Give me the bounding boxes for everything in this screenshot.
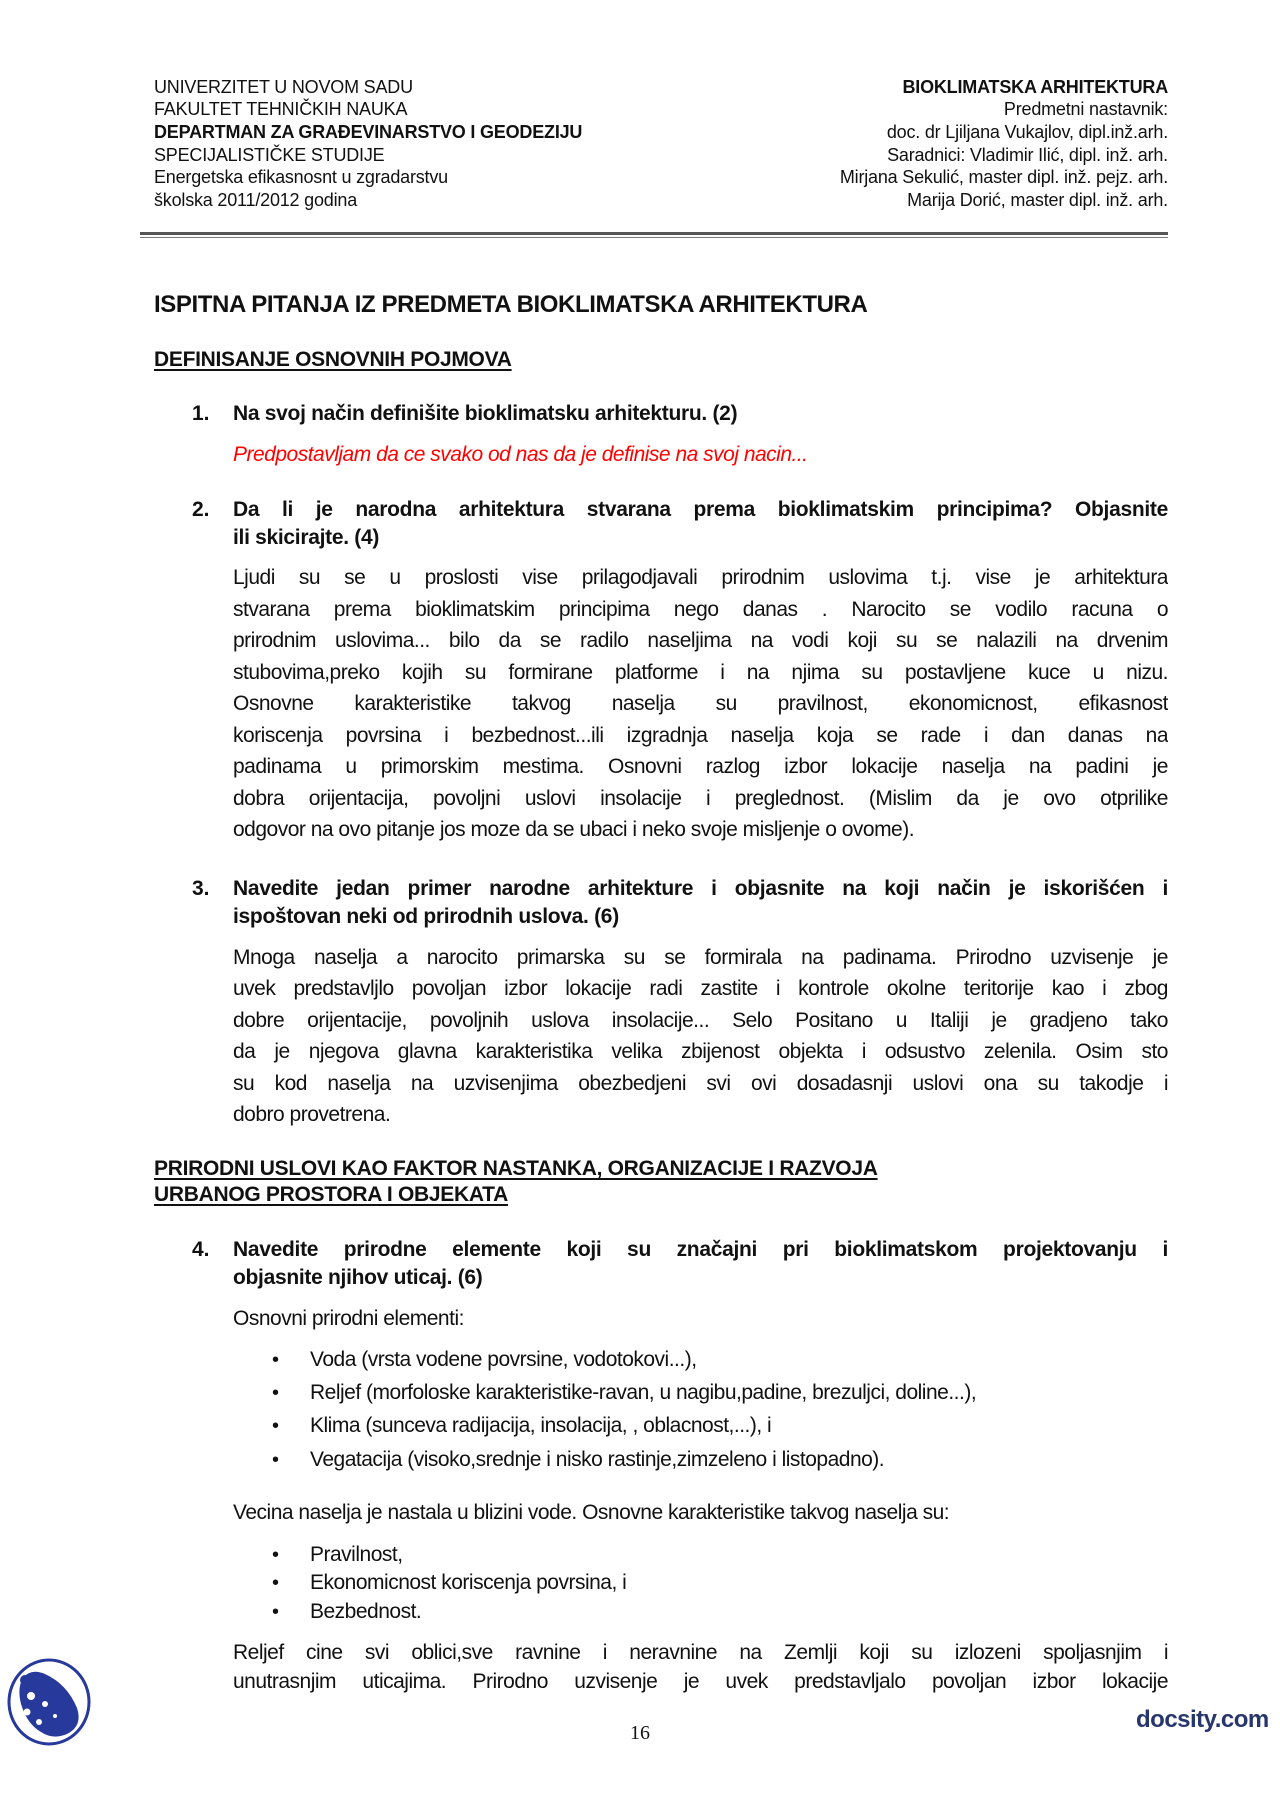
list-item: Bezbednost. <box>310 1600 422 1623</box>
faculty-name: FAKULTET TEHNIČKIH NAUKA <box>154 99 408 119</box>
question-2-line: ili skicirajte. (4) <box>233 526 380 549</box>
university-name: UNIVERZITET U NOVOM SADU <box>154 77 413 97</box>
teacher-name: doc. dr Ljiljana Vukajlov, dipl.inž.arh. <box>886 122 1168 142</box>
bullet-icon: • <box>272 1449 280 1471</box>
study-program: Energetska efikasnosnt u zgradarstvu <box>154 167 448 187</box>
bullet-icon: • <box>272 1415 280 1437</box>
list-item: Ekonomicnost koriscenja povrsina, i <box>310 1571 627 1594</box>
answer-2-line: padinama u primorskim mestima. Osnovni razlog izbor lokacije naselja na padini je <box>233 755 1168 778</box>
page-number: 16 <box>630 1722 650 1744</box>
question-number: 4. <box>192 1238 210 1261</box>
answer-4-para-line: unutrasnjim uticajima. Prirodno uzvisenje je uvek predstavljalo povoljan izbor lokacije <box>233 1670 1168 1693</box>
section-heading-2: URBANOG PROSTORA I OBJEKATA <box>154 1183 508 1206</box>
header-divider <box>140 232 1168 235</box>
question-number: 3. <box>192 877 210 900</box>
list-item: Vegatacija (visoko,srednje i nisko rastinje,zimzeleno i listopadno). <box>310 1448 885 1471</box>
question-number: 1. <box>192 402 210 425</box>
question-4-line: Navedite prirodne elemente koji su značajni pri bioklimatskom projektovanju i <box>233 1238 1168 1261</box>
answer-2-line: koriscenja povrsina i bezbednost...ili izgradnja naselja koja se rade i dan danas na <box>233 724 1168 747</box>
answer-2-line: Osnovne karakteristike takvog naselja su pravilnost, ekonomicnost, efikasnost <box>233 692 1168 715</box>
header-divider-thin <box>140 237 1168 238</box>
assistant-3: Marija Dorić, master dipl. inž. arh. <box>907 190 1168 210</box>
answer-3-line: uvek predstavljlo povoljan izbor lokacije radi zastite i kontrole okolne teritorije kao i zbog <box>233 977 1168 1000</box>
question-3-line: ispoštovan neki od prirodnih uslova. (6) <box>233 905 619 928</box>
answer-3-line: da je njegova glavna karakteristika velika zbijenost objekta i odsustvo zelenila. Osim sto <box>233 1040 1168 1063</box>
school-year: školska 2011/2012 godina <box>154 190 358 210</box>
assistant-2: Mirjana Sekulić, master dipl. inž. pejz. arh. <box>839 167 1168 187</box>
question-1: Na svoj način definišite bioklimatsku arhitekturu. (2) <box>233 402 738 425</box>
answer-2-line: dobra orijentacija, povoljni uslovi insolacije i preglednost. (Mislim da je ovo otprilike <box>233 787 1168 810</box>
answer-4-intro: Osnovni prirodni elementi: <box>233 1307 464 1330</box>
answer-1: Predpostavljam da ce svako od nas da je definise na svoj nacin... <box>233 443 808 466</box>
study-type: SPECIJALISTIČKE STUDIJE <box>154 145 385 165</box>
question-2-line: Da li je narodna arhitektura stvarana prema bioklimatskim principima? Objasnite <box>233 498 1168 521</box>
teacher-label: Predmetni nastavnik: <box>1003 99 1168 119</box>
answer-2-line: Ljudi su se u proslosti vise prilagodjavali prirodnim uslovima t.j. vise je arhitektura <box>233 566 1168 589</box>
answer-2-line: stvarana prema bioklimatskim principima nego danas . Narocito se vodilo racuna o <box>233 598 1168 621</box>
answer-4-intro-2: Vecina naselja je nastala u blizini vode. Osnovne karakteristike takvog naselja su: <box>233 1501 950 1524</box>
list-item: Klima (sunceva radijacija, insolacija, , oblacnost,...), i <box>310 1414 772 1437</box>
bullet-icon: • <box>272 1601 280 1623</box>
bullet-icon: • <box>272 1382 280 1404</box>
list-item: Pravilnost, <box>310 1543 403 1566</box>
answer-2-line: odgovor na ovo pitanje jos moze da se ubaci i neko svoje misljenje o ovome). <box>233 818 915 841</box>
department-name: DEPARTMAN ZA GRAĐEVINARSTVO I GEODEZIJU <box>154 122 583 142</box>
docsity-logo-icon <box>5 1658 93 1746</box>
document-title: ISPITNA PITANJA IZ PREDMETA BIOKLIMATSKA ARHITEKTURA <box>154 291 868 318</box>
answer-3-line: su kod naselja na uzvisenjima obezbedjeni svi ovi dosadasnji uslovi ona su takodje i <box>233 1072 1168 1095</box>
docsity-brand-link[interactable]: docsity.com <box>1136 1706 1269 1733</box>
list-item: Reljef (morfoloske karakteristike-ravan, u nagibu,padine, brezuljci, doline...), <box>310 1381 977 1404</box>
course-name: BIOKLIMATSKA ARHITEKTURA <box>902 77 1168 97</box>
assistant-1: Saradnici: Vladimir Ilić, dipl. inž. arh. <box>887 145 1168 165</box>
answer-3-line: dobre orijentacije, povoljnih uslova insolacije... Selo Positano u Italiji je gradjeno tako <box>233 1009 1168 1032</box>
question-3-line: Navedite jedan primer narodne arhitekture i objasnite na koji način je iskorišćen i <box>233 877 1168 900</box>
answer-2-line: prirodnim uslovima... bilo da se radilo naseljima na vodi koji su se nalazili na drvenim <box>233 629 1168 652</box>
question-4-line: objasnite njihov uticaj. (6) <box>233 1266 483 1289</box>
answer-2-line: stubovima,preko kojih su formirane platforme i na njima su postavljene kuce u nizu. <box>233 661 1168 684</box>
question-number: 2. <box>192 498 210 521</box>
bullet-icon: • <box>272 1544 280 1566</box>
answer-3-line: Mnoga naselja a narocito primarska su se formirala na padinama. Prirodno uzvisenje je <box>233 946 1168 969</box>
section-heading-1: DEFINISANJE OSNOVNIH POJMOVA <box>154 348 512 371</box>
bullet-icon: • <box>272 1572 280 1594</box>
answer-3-line: dobro provetrena. <box>233 1103 391 1126</box>
answer-4-para-line: Reljef cine svi oblici,sve ravnine i neravnine na Zemlji koji su izlozeni spoljasnjim i <box>233 1641 1168 1664</box>
section-heading-2: PRIRODNI USLOVI KAO FAKTOR NASTANKA, ORGANIZACIJE I RAZVOJA <box>154 1157 878 1180</box>
bullet-icon: • <box>272 1349 280 1371</box>
list-item: Voda (vrsta vodene povrsine, vodotokovi...), <box>310 1348 697 1371</box>
